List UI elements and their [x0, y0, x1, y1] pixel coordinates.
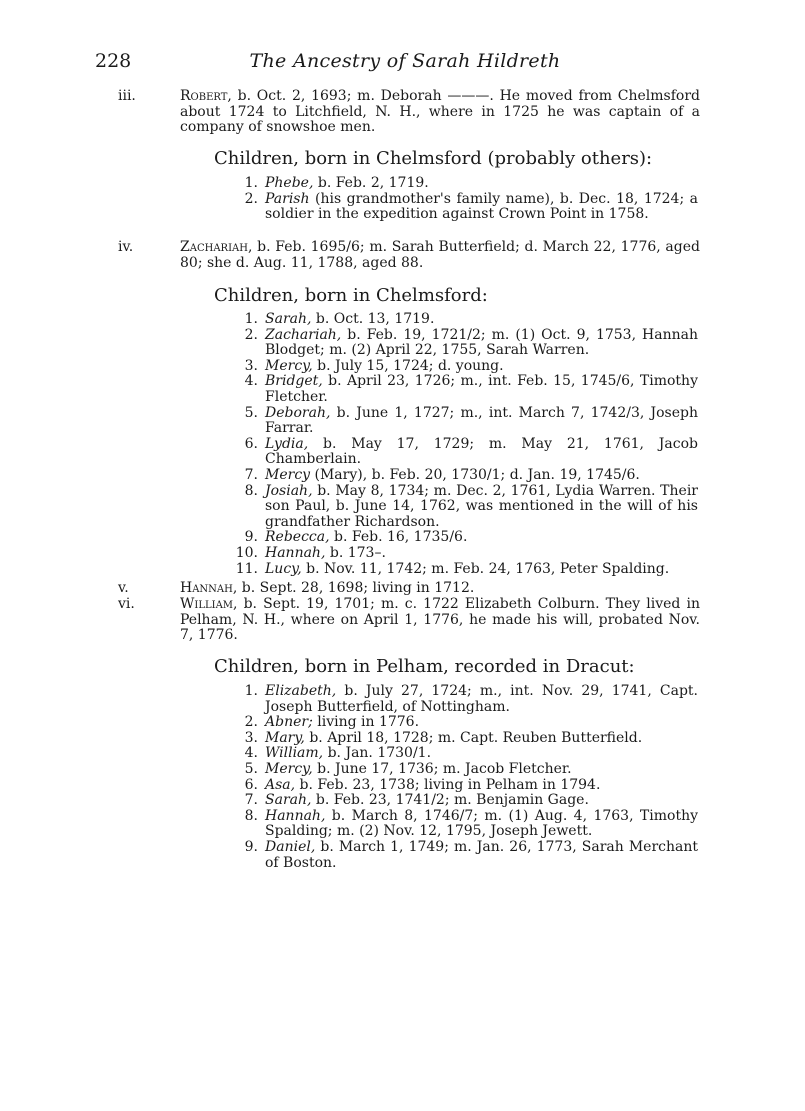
child-number: 1.: [244, 311, 258, 327]
children-list-zachariah: [228, 312, 698, 577]
child-name: Lydia,: [265, 435, 309, 452]
child-entry: [228, 546, 698, 562]
child-number: 1.: [244, 175, 258, 191]
child-details: b. 173–.: [325, 544, 386, 561]
entry-numeral: iii.: [118, 88, 136, 104]
child-number: 4.: [244, 373, 258, 390]
entry-numeral: vi.: [118, 596, 135, 612]
child-name: William,: [265, 745, 324, 762]
child-details: b. June 1, 1727; m., int. March 7, 1742/3, Joseph Farrar.: [265, 404, 698, 437]
children-heading: Children, born in Chelmsford (probably others):: [214, 148, 653, 169]
child-name: Asa,: [265, 776, 296, 793]
child-details: b. Jan. 1730/1.: [323, 745, 432, 762]
child-entry: [228, 359, 698, 375]
child-name: Sarah,: [265, 792, 312, 809]
children-list-william: [228, 684, 698, 871]
child-number: 2.: [244, 714, 258, 731]
child-details: b. May 17, 1729; m. May 21, 1761, Jacob Chamberlain.: [265, 435, 698, 468]
child-entry: [228, 746, 698, 762]
child-details: b. June 17, 1736; m. Jacob Fletcher.: [312, 760, 572, 777]
child-details: b. Feb. 23, 1738; living in Pelham in 1794.: [295, 776, 601, 793]
entry-name: Robert: [180, 88, 228, 104]
child-name: Rebecca,: [265, 529, 330, 546]
child-entry: [228, 530, 698, 546]
child-entry: [228, 468, 698, 484]
child-name: Mercy: [265, 466, 311, 483]
child-number: 9.: [244, 529, 258, 546]
children-list-robert: [228, 176, 698, 223]
child-number: 10.: [235, 544, 258, 561]
child-entry: [228, 809, 698, 840]
child-name: Mercy,: [265, 760, 313, 777]
child-number: 4.: [244, 745, 258, 762]
entry-zachariah: [118, 240, 700, 271]
child-name: Phebe,: [265, 175, 314, 191]
child-entry: [228, 312, 698, 328]
child-entry: [228, 192, 698, 223]
children-heading: Children, born in Pelham, recorded in Dracut:: [214, 656, 635, 677]
child-details: b. Feb. 19, 1721/2; m. (1) Oct. 9, 1753, Hannah Blodget; m. (2) April 22, 1755, Sarah Warren.: [265, 326, 698, 359]
entry-text: , b. Feb. 1695/6; m. Sarah Butterfield; d. March 22, 1776, aged 80; she d. Aug. 11, 1788, aged 88.: [180, 239, 700, 271]
child-details: b. Oct. 13, 1719.: [311, 311, 435, 327]
child-number: 11.: [235, 560, 258, 577]
children-heading: Children, born in Chelmsford:: [214, 285, 488, 306]
child-name: Hannah,: [265, 544, 326, 561]
child-name: Mercy,: [265, 357, 313, 374]
child-name: Mary,: [265, 729, 305, 746]
child-number: 3.: [244, 729, 258, 746]
child-details: b. Feb. 23, 1741/2; m. Benjamin Gage.: [311, 792, 589, 809]
child-name: Zachariah,: [265, 326, 342, 343]
page-number: 228: [95, 50, 132, 72]
child-entry: [228, 437, 698, 468]
entry-name: William: [180, 596, 234, 612]
child-entry: [228, 793, 698, 809]
entry-robert: [118, 89, 700, 136]
child-details: (Mary), b. Feb. 20, 1730/1; d. Jan. 19, 1745/6.: [310, 466, 640, 483]
child-name: Josiah,: [265, 482, 313, 499]
entry-name: Zachariah: [180, 239, 248, 255]
child-details: b. Nov. 11, 1742; m. Feb. 24, 1763, Peter Spalding.: [301, 560, 670, 577]
child-number: 6.: [244, 435, 258, 452]
child-number: 9.: [244, 838, 258, 855]
child-entry: [228, 562, 698, 578]
child-entry: [228, 840, 698, 871]
child-name: Daniel,: [265, 838, 316, 855]
child-details: b. April 23, 1726; m., int. Feb. 15, 1745/6, Timothy Fletcher.: [265, 373, 698, 405]
child-number: 2.: [244, 190, 258, 207]
child-entry: [228, 731, 698, 747]
child-details: (his grandmother's family name), b. Dec. 18, 1724; a soldier in the expedition against Crown Point in 1758.: [265, 190, 698, 223]
child-details: b. March 1, 1749; m. Jan. 26, 1773, Sarah Merchant of Boston.: [265, 838, 698, 871]
child-number: 8.: [244, 482, 258, 499]
child-name: Elizabeth,: [265, 683, 337, 699]
child-details: b. April 18, 1728; m. Capt. Reuben Butterfield.: [304, 729, 643, 746]
entry-text: , b. Sept. 28, 1698; living in 1712.: [232, 580, 475, 596]
entry-numeral: v.: [118, 580, 129, 596]
child-name: Lucy,: [265, 560, 302, 577]
child-entry: [228, 374, 698, 405]
child-details: b. March 8, 1746/7; m. (1) Aug. 4, 1763, Timothy Spalding; m. (2) Nov. 12, 1795, Joseph Jewett.: [265, 807, 698, 840]
child-number: 8.: [244, 807, 258, 824]
entry-william: [118, 597, 700, 644]
child-details: b. July 15, 1724; d. young.: [312, 357, 504, 374]
child-name: Abner;: [265, 714, 313, 731]
running-title: The Ancestry of Sarah Hildreth: [249, 50, 561, 72]
child-entry: [228, 778, 698, 794]
child-number: 7.: [244, 792, 258, 809]
child-details: b. Feb. 16, 1735/6.: [329, 529, 468, 546]
child-number: 7.: [244, 466, 258, 483]
child-details: b. May 8, 1734; m. Dec. 2, 1761, Lydia Warren. Their son Paul, b. June 14, 1762, was mentioned in the will of his grandfather Richardson.: [265, 482, 698, 530]
child-entry: [228, 176, 698, 192]
child-name: Hannah,: [265, 807, 326, 824]
child-number: 3.: [244, 357, 258, 374]
child-entry: [228, 484, 698, 531]
child-entry: [228, 406, 698, 437]
child-details: b. Feb. 2, 1719.: [313, 175, 429, 191]
entry-text: , b. Oct. 2, 1693; m. Deborah ———. He moved from Chelmsford about 1724 to Litchfield, N. H., where in 1725 he was captain of a company of snowshoe men.: [180, 88, 700, 136]
child-entry: [228, 715, 698, 731]
entry-text: , b. Sept. 19, 1701; m. c. 1722 Elizabeth Colburn. They lived in Pelham, N. H., where on April 1, 1776, he made his will, probated Nov. 7, 1776.: [180, 596, 700, 644]
child-entry: [228, 684, 698, 715]
child-name: Parish: [265, 190, 310, 207]
child-number: 6.: [244, 776, 258, 793]
entry-name: Hannah: [180, 580, 233, 596]
child-number: 1.: [244, 683, 258, 699]
entry-numeral: iv.: [118, 239, 134, 255]
child-name: Sarah,: [265, 311, 312, 327]
child-details: b. July 27, 1724; m., int. Nov. 29, 1741, Capt. Joseph Butterfield, of Nottingham.: [265, 683, 698, 715]
child-name: Deborah,: [265, 404, 331, 421]
child-number: 5.: [244, 760, 258, 777]
child-entry: [228, 328, 698, 359]
child-name: Bridget,: [265, 373, 323, 390]
entry-hannah: [118, 581, 700, 597]
child-number: 5.: [244, 404, 258, 421]
page-header: [95, 50, 715, 76]
child-details: living in 1776.: [312, 714, 420, 731]
child-entry: [228, 762, 698, 778]
child-number: 2.: [244, 326, 258, 343]
